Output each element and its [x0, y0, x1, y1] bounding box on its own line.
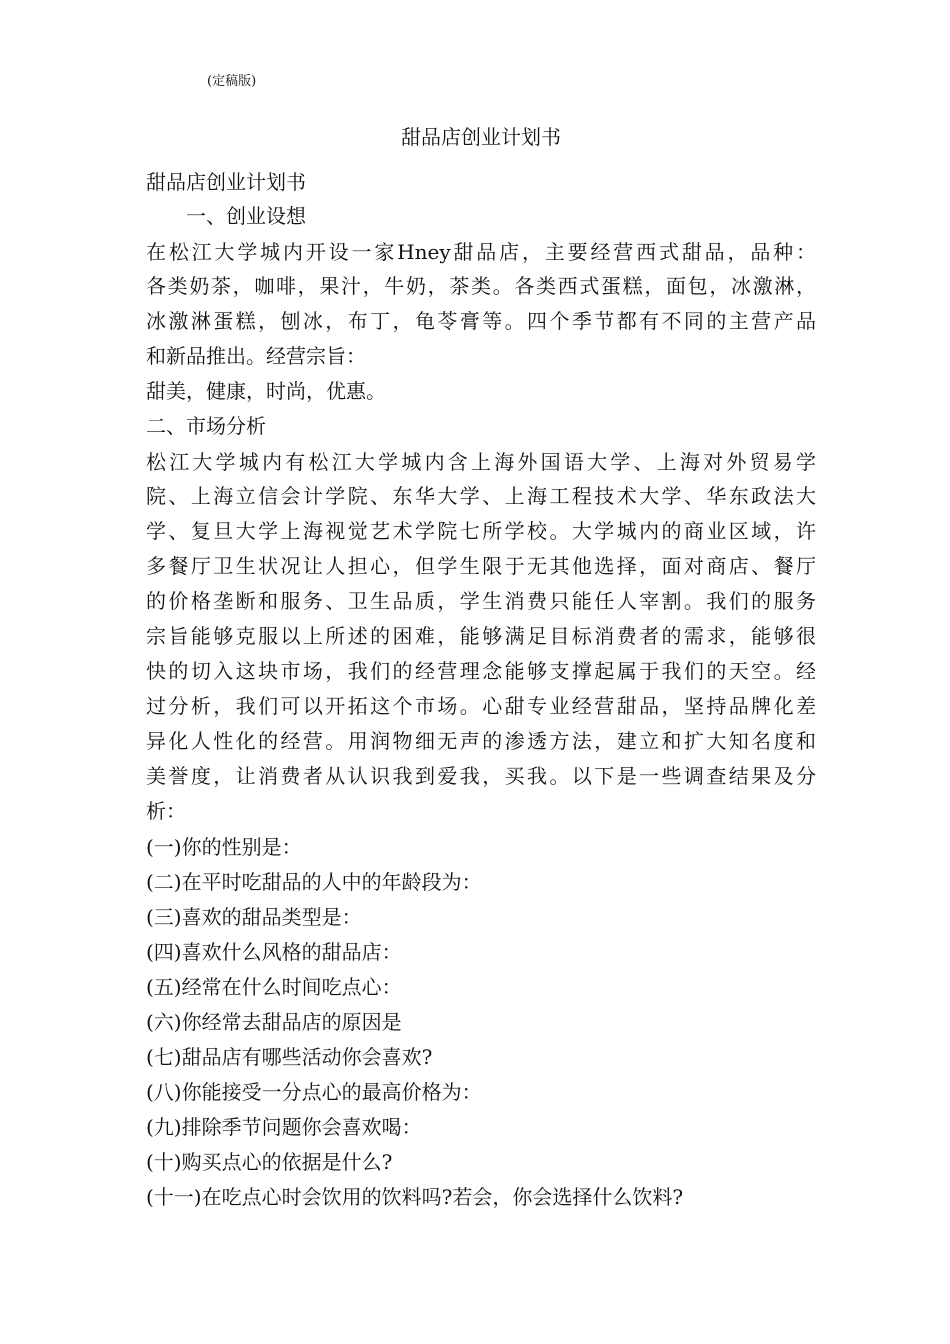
subsection-heading: 一、创业设想: [146, 204, 306, 228]
paragraph-line: 异化人性化的经营。用润物细无声的渗透方法，建立和扩大知名度和: [146, 729, 816, 753]
survey-question: (六)你经常去甜品店的原因是: [146, 1010, 402, 1034]
paragraph-line: 和新品推出。经营宗旨：: [146, 344, 366, 368]
paragraph-line: 各类奶茶，咖啡，果汁，牛奶，茶类。各类西式蛋糕，面包，冰激淋，: [146, 274, 816, 298]
paragraph-line: 美誉度，让消费者从认识我到爱我，买我。以下是一些调查结果及分: [146, 764, 816, 788]
survey-question: (九)排除季节问题你会喜欢喝：: [146, 1115, 422, 1139]
draft-version-note: (定稿版): [207, 74, 257, 89]
subsection-heading: 二、市场分析: [146, 414, 266, 438]
paragraph-line: 甜美，健康，时尚，优惠。: [146, 379, 386, 403]
section-heading: 甜品店创业计划书: [146, 170, 306, 194]
survey-question: (八)你能接受一分点心的最高价格为：: [146, 1080, 482, 1104]
survey-question: (四)喜欢什么风格的甜品店：: [146, 940, 402, 964]
paragraph-line: 学、复旦大学上海视觉艺术学院七所学校。大学城内的商业区域，许: [146, 519, 816, 543]
paragraph-line: 析：: [146, 799, 186, 823]
survey-question: (二)在平时吃甜品的人中的年龄段为：: [146, 870, 482, 894]
paragraph-line: 宗旨能够克服以上所述的困难，能够满足目标消费者的需求，能够很: [146, 624, 816, 648]
survey-question: (七)甜品店有哪些活动你会喜欢?: [146, 1045, 433, 1069]
survey-question: (十一)在吃点心时会饮用的饮料吗?若会，你会选择什么饮料?: [146, 1185, 684, 1209]
paragraph-line: 多餐厅卫生状况让人担心，但学生限于无其他选择，面对商店、餐厅: [146, 554, 816, 578]
paragraph-line: 快的切入这块市场，我们的经营理念能够支撑起属于我们的天空。经: [146, 659, 816, 683]
paragraph-line: 过分析，我们可以开拓这个市场。心甜专业经营甜品，坚持品牌化差: [146, 694, 816, 718]
paragraph-line: 院、上海立信会计学院、东华大学、上海工程技术大学、华东政法大: [146, 484, 816, 508]
paragraph-line: 冰激淋蛋糕，刨冰，布丁，龟苓膏等。四个季节都有不同的主营产品: [146, 309, 816, 333]
survey-question: (一)你的性别是：: [146, 835, 302, 859]
document-title: 甜品店创业计划书: [401, 125, 561, 149]
survey-question: (十)购买点心的依据是什么?: [146, 1150, 393, 1174]
survey-question: (五)经常在什么时间吃点心：: [146, 975, 402, 999]
survey-question: (三)喜欢的甜品类型是：: [146, 905, 362, 929]
paragraph-line: 的价格垄断和服务、卫生品质，学生消费只能任人宰割。我们的服务: [146, 589, 816, 613]
paragraph-line: 在松江大学城内开设一家Hney甜品店，主要经营西式甜品，品种：: [146, 240, 816, 264]
paragraph-line: 松江大学城内有松江大学城内含上海外国语大学、上海对外贸易学: [146, 450, 816, 474]
